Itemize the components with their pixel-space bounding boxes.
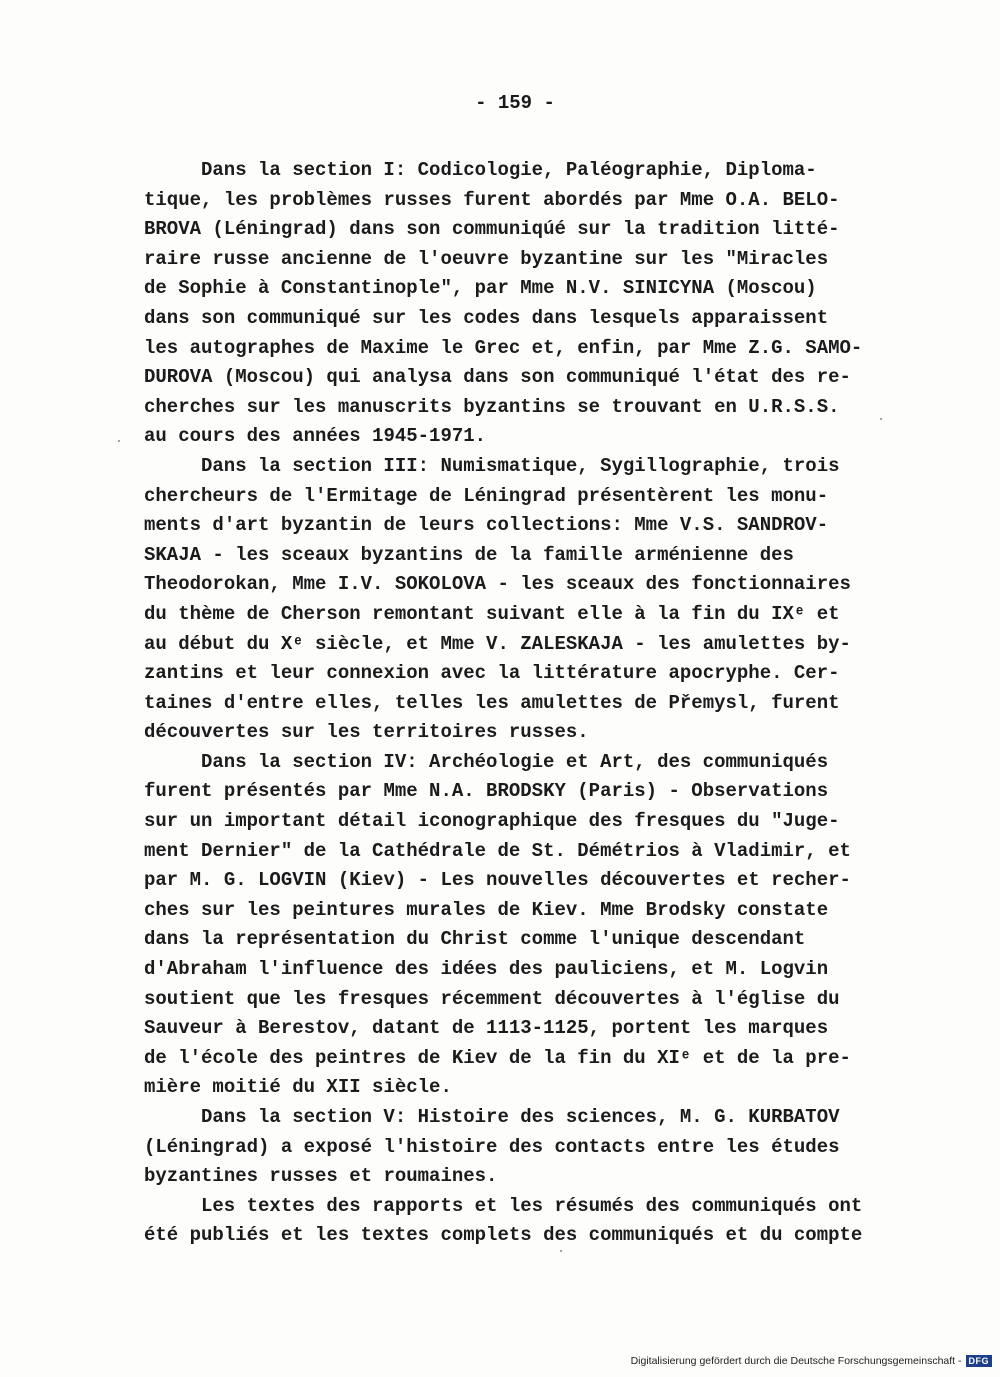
text-line: SKAJA - les sceaux byzantins de la famille arménienne des	[144, 543, 794, 566]
text-line: raire russe ancienne de l'oeuvre byzantine sur les "Miracles	[144, 247, 829, 270]
text-line: (Léningrad) a exposé l'histoire des contacts entre les études	[144, 1135, 840, 1158]
text-line: tique, les problèmes russes furent abordés par Mme O.A. BELO-	[144, 188, 840, 211]
text-line: soutient que les fresques récemment découvertes à l'église du	[144, 987, 840, 1010]
text-line: mière moitié du XII siècle.	[144, 1076, 452, 1099]
body-text	[144, 156, 904, 1251]
text-line: du thème de Cherson remontant suivant elle à la fin du IXᵉ et	[144, 602, 840, 625]
text-line: furent présentés par Mme N.A. BRODSKY (Paris) - Observations	[144, 780, 829, 803]
paragraph-section-i	[144, 156, 904, 452]
text-line: d'Abraham l'influence des idées des pauliciens, et M. Logvin	[144, 958, 829, 981]
dfg-logo-icon: DFG	[966, 1355, 993, 1367]
scan-speck	[560, 1250, 562, 1252]
text-line: été publiés et les textes complets des communiqués et du compte	[144, 1224, 863, 1247]
text-line: au cours des années 1945-1971.	[144, 425, 487, 448]
text-line: Dans la section I: Codicologie, Paléographie, Diploma-	[201, 159, 817, 181]
text-line: zantins et leur connexion avec la littérature apocryphe. Cer-	[144, 662, 840, 685]
footer-text: Digitalisierung gefördert durch die Deutsche Forschungsgemeinschaft -	[630, 1355, 962, 1367]
paragraph-section-v	[144, 1103, 904, 1192]
text-line: les autographes de Maxime le Grec et, enfin, par Mme Z.G. SAMO-	[144, 336, 863, 359]
text-line: BROVA (Léningrad) dans son communiqúé sur la tradition litté-	[144, 218, 840, 241]
text-line: Dans la section III: Numismatique, Sygillographie, trois	[201, 454, 840, 477]
text-line: de Sophie à Constantinople", par Mme N.V. SINICYNA (Moscou)	[144, 277, 817, 300]
text-line: Dans la section V: Histoire des sciences, M. G. KURBATOV	[201, 1106, 840, 1128]
text-line: découvertes sur les territoires russes.	[144, 721, 589, 744]
text-line: Les textes des rapports et les résumés des communiqués ont	[201, 1194, 863, 1217]
text-line: dans la représentation du Christ comme l'unique descendant	[144, 928, 806, 951]
text-line: DUROVA (Moscou) qui analysa dans son communiqué l'état des re-	[144, 366, 851, 389]
page-number: - 159 -	[475, 92, 555, 114]
scan-speck	[880, 418, 882, 420]
text-line: cherches sur les manuscrits byzantins se trouvant en U.R.S.S.	[144, 395, 840, 418]
text-line: par M. G. LOGVIN (Kiev) - Les nouvelles découvertes et recher-	[144, 869, 851, 892]
paragraph-publication	[144, 1192, 904, 1251]
text-line: dans son communiqué sur les codes dans lesquels apparaissent	[144, 306, 829, 329]
text-line: Sauveur à Berestov, datant de 1113-1125, portent les marques	[144, 1017, 829, 1040]
text-line: chercheurs de l'Ermitage de Léningrad présentèrent les monu-	[144, 484, 829, 507]
scan-speck	[118, 440, 120, 442]
paragraph-section-iv	[144, 748, 904, 1103]
text-line: de l'école des peintres de Kiev de la fin du XIᵉ et de la pre-	[144, 1046, 851, 1069]
text-line: Theodorokan, Mme I.V. SOKOLOVA - les sceaux des fonctionnaires	[144, 573, 851, 596]
text-line: au début du Xᵉ siècle, et Mme V. ZALESKAJA - les amulettes by-	[144, 632, 851, 655]
text-line: ments d'art byzantin de leurs collections: Mme V.S. SANDROV-	[144, 514, 829, 537]
text-line: ment Dernier" de la Cathédrale de St. Démétrios à Vladimir, et	[144, 839, 851, 862]
text-line: taines d'entre elles, telles les amulettes de Přemysl, furent	[144, 691, 840, 714]
text-line: Dans la section IV: Archéologie et Art, des communiqués	[201, 750, 829, 773]
text-line: ches sur les peintures murales de Kiev. Mme Brodsky constate	[144, 898, 829, 921]
text-line: sur un important détail iconographique des fresques du "Juge-	[144, 810, 840, 833]
paragraph-section-iii	[144, 452, 904, 748]
footer-credit	[631, 1353, 992, 1369]
text-line: byzantines russes et roumaines.	[144, 1165, 498, 1188]
